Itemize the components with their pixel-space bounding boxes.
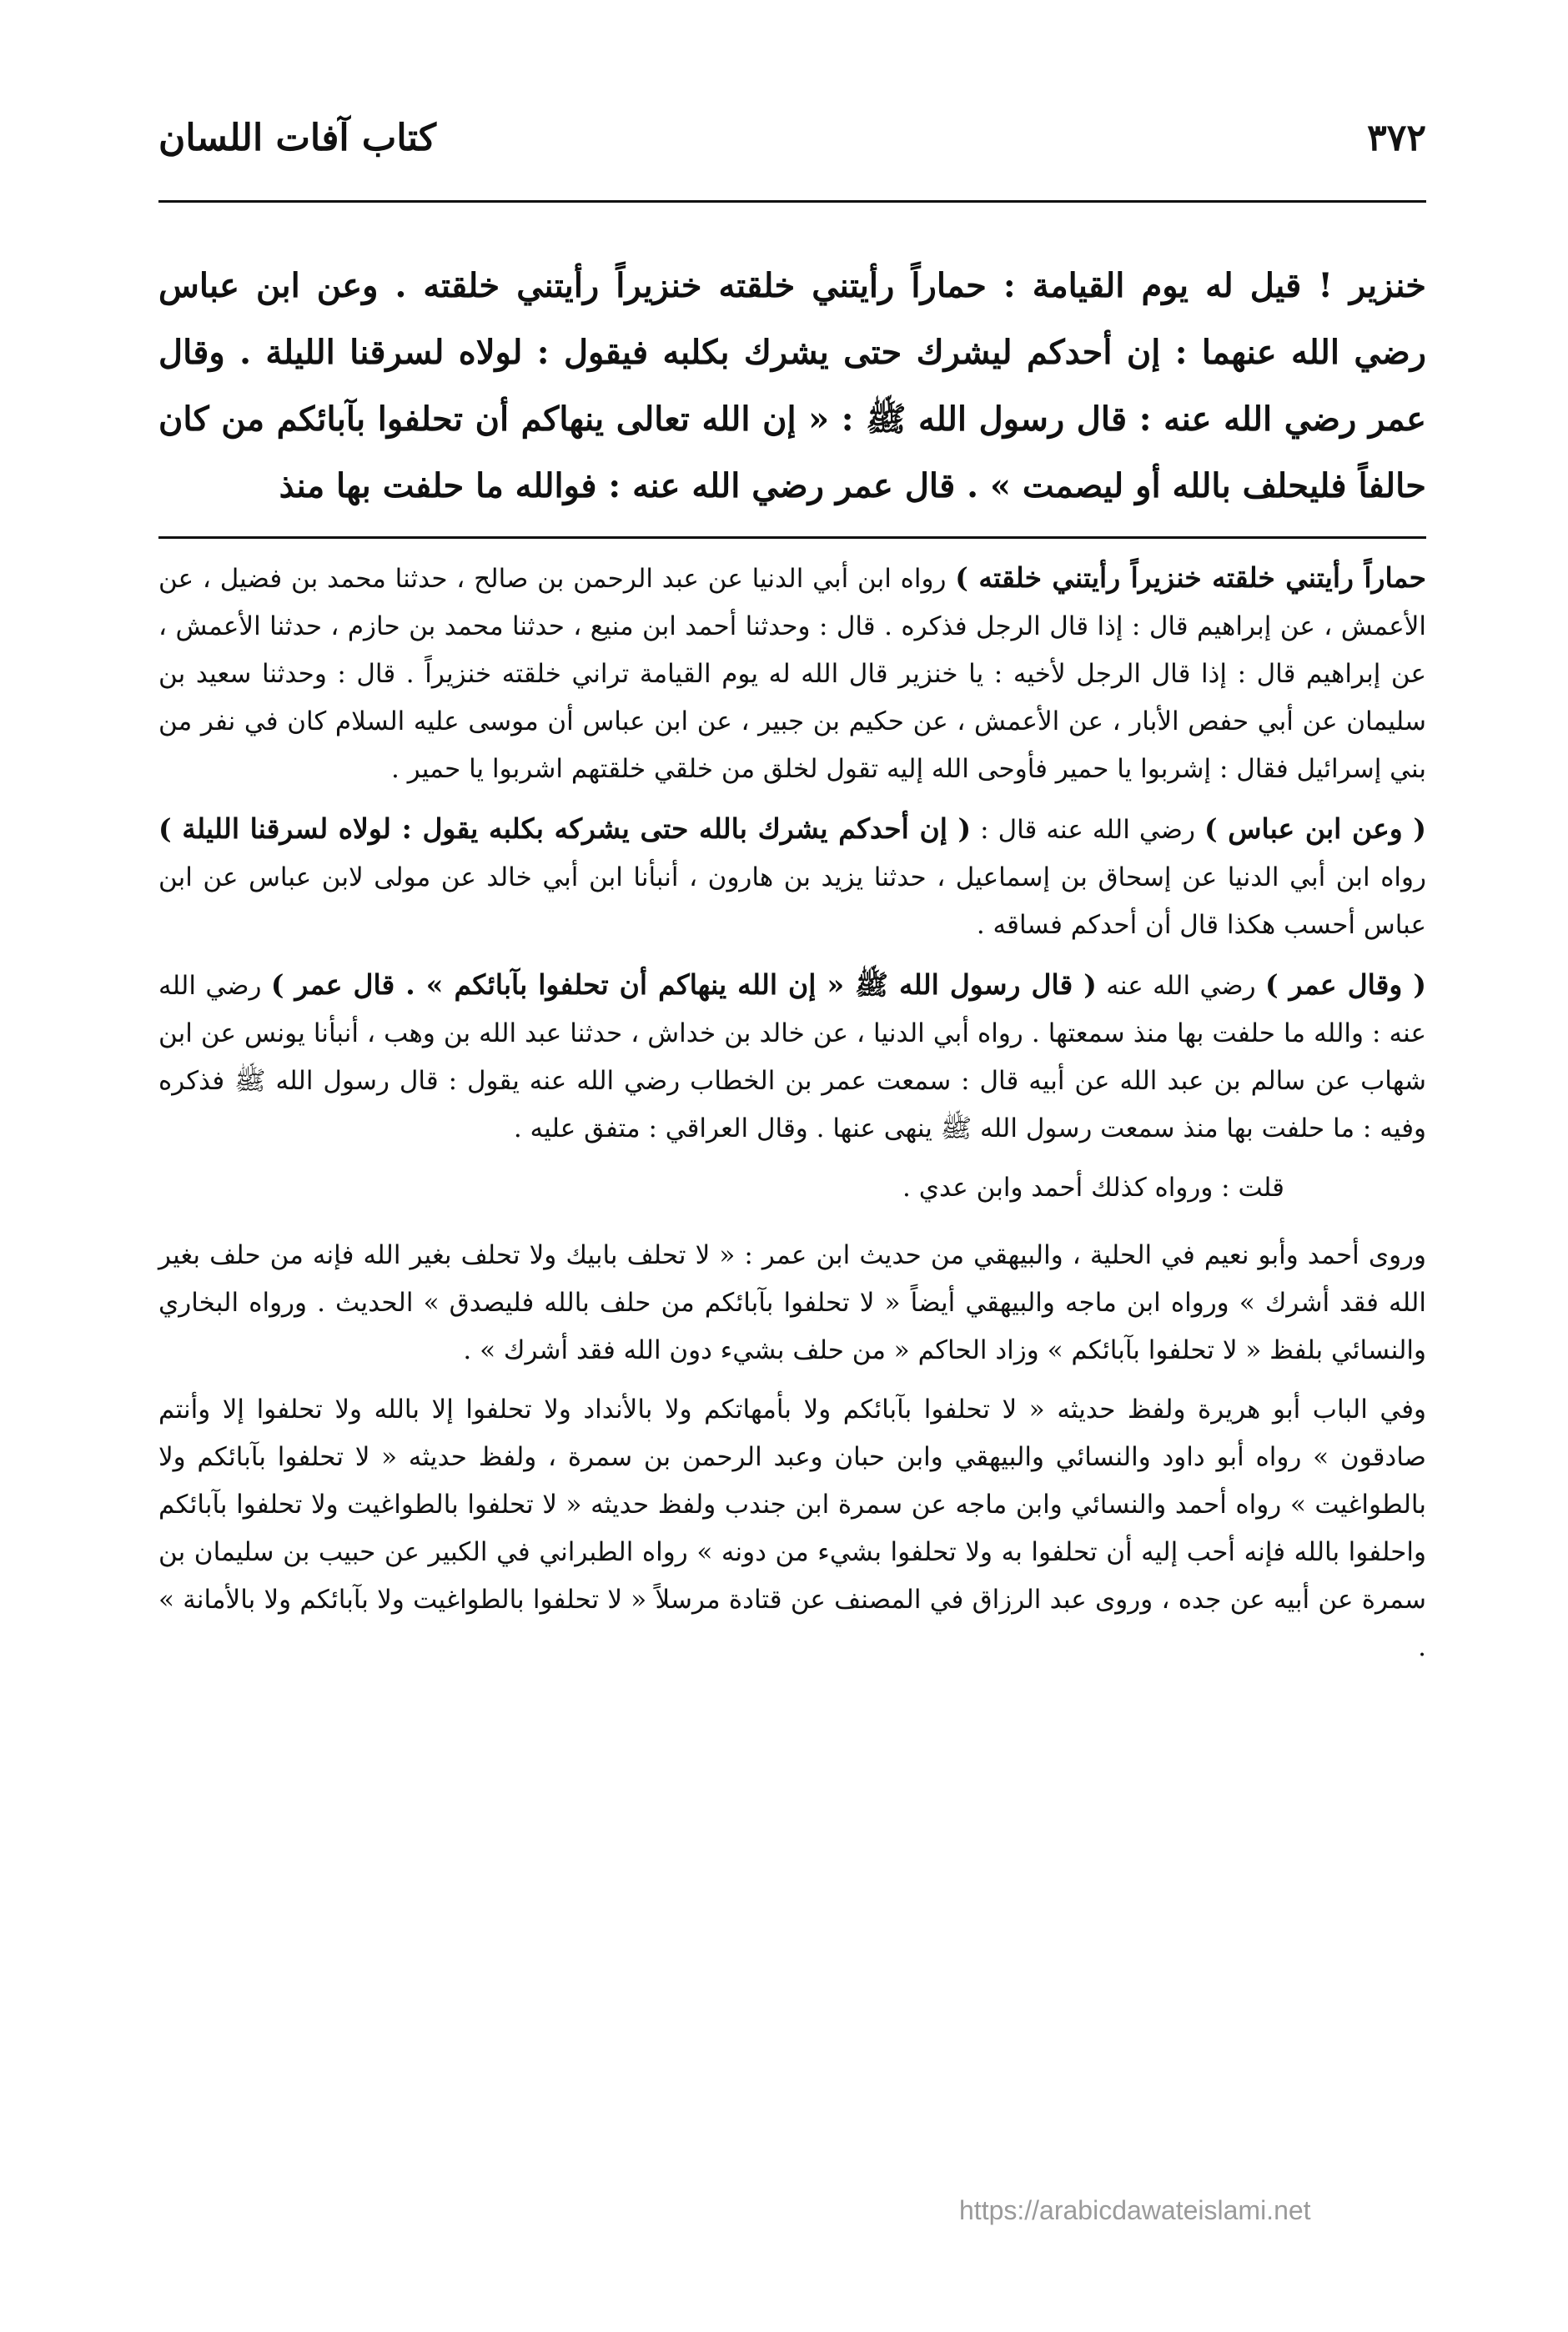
note-paragraph: قلت : ورواه كذلك أحمد وابن عدي . — [902, 1173, 1284, 1203]
note-lead: ( وعن ابن عباس ) — [1204, 812, 1426, 845]
note-lead: حماراً رأيتني خلقته خنزيراً رأيتني خلقته ) — [955, 561, 1427, 594]
note-lead: ( قال رسول الله ﷺ « إن الله ينهاكم أن تحلفوا بآبائكم » . قال عمر ) — [270, 968, 1097, 1001]
note-lead: ( وقال عمر ) — [1264, 968, 1426, 1001]
page-number: ٣٧٢ — [1367, 117, 1426, 159]
note-paragraph — [158, 961, 1426, 1153]
main-text: خنزير ! قيل له يوم القيامة : حماراً رأيتني خلقته خنزيراً رأيتني خلقته . وعن ابن عباس رضي الله عنهما : إن أحدكم ليشرك حتى يشرك بكلبه فيقول : لولاه لسرقنا الليلة . وقال عمر رضي الله عنه : قال رسول الله ﷺ : « إن الله تعالى ينهاكم أن تحلفوا بآبائكم من كان حالفاً فليحلف بالله أو ليصمت » . قال عمر رضي الله عنه : فوالله ما حلفت بها منذ — [158, 266, 1426, 505]
note-body: رضي الله عنه : والله ما حلفت بها منذ سمعتها . رواه أبي الدنيا ، عن خالد بن خداش ، حدثنا عبد الله بن وهب ، أنبأنا يونس عن ابن شهاب عن سالم بن عبد الله عن أبيه قال : سمعت عمر بن الخطاب رضي الله عنه يقول : قال رسول الله ﷺ فذكره وفيه : ما حلفت بها منذ سمعت رسول الله ﷺ ينهى عنها . وقال العراقي : متفق عليه . — [158, 971, 1426, 1143]
watermark-url: https://arabicdawateislami.net — [959, 2195, 1311, 2225]
note-body: رضي الله عنه قال : — [971, 815, 1204, 845]
footnote-divider — [158, 536, 1426, 539]
note-paragraph: وروى أحمد وأبو نعيم في الحلية ، والبيهقي من حديث ابن عمر : « لا تحلف بابيك ولا تحلف بغير الله فإنه من حلف بغير الله فقد أشرك » ورواه ابن ماجه والبيهقي أيضاً « لا تحلفوا بآبائكم من حلف بالله فليصدق » الحديث . ورواه البخاري والنسائي بلفظ « لا تحلفوا بآبائكم » وزاد الحاكم « من حلف بشيء دون الله فقد أشرك » . — [158, 1240, 1426, 1365]
page-header — [158, 117, 1426, 203]
note-body: رواه ابن أبي الدنيا عن إسحاق بن إسماعيل ، حدثنا يزيد بن هارون ، أنبأنا ابن أبي خالد عن مولى لابن عباس عن ابن عباس أحسب هكذا قال أن أحدكم فساقه . — [158, 862, 1426, 940]
commentary — [158, 554, 1426, 1671]
book-page — [158, 117, 1426, 1683]
book-title: كتاب آفات اللسان — [158, 117, 436, 159]
note-paragraph — [158, 805, 1426, 949]
note-body: رضي الله عنه — [1096, 971, 1265, 1001]
note-body: رواه ابن أبي الدنيا عن عبد الرحمن بن صالح ، حدثنا محمد بن فضيل ، عن الأعمش ، عن إبراهيم قال : إذا قال الرجل فذكره . قال : وحدثنا أحمد ابن منيع ، حدثنا محمد بن حازم ، حدثنا الأعمش ، عن إبراهيم قال : إذا قال الرجل لأخيه : يا خنزير قال الله له يوم القيامة تراني خلقته خنزيراً . قال : وحدثنا سعيد بن سليمان عن أبي حفص الأبار ، عن الأعمش ، عن حكيم بن جبير ، عن ابن عباس أن موسى عليه السلام كان في نفر من بني إسرائيل فقال : إشربوا يا حمير فأوحى الله إليه تقول لخلق من خلقي خلقتهم اشربوا يا حمير . — [158, 564, 1426, 784]
note-lead: ( إن أحدكم يشرك بالله حتى يشركه بكلبه يقول : لولاه لسرقنا الليلة ) — [158, 812, 972, 845]
note-paragraph — [158, 554, 1426, 793]
note-paragraph: وفي الباب أبو هريرة ولفظ حديثه « لا تحلفوا بآبائكم ولا بأمهاتكم ولا بالأنداد ولا تحلفوا إلا بالله ولا تحلفوا إلا وأنتم صادقون » رواه أبو داود والنسائي والبيهقي وابن حبان وعبد الرحمن بن سمرة ، ولفظ حديثه « لا تحلفوا بآبائكم ولا بالطواغيت » رواه أحمد والنسائي وابن ماجه عن سمرة ابن جندب ولفظ حديثه « لا تحلفوا بالطواغيت ولا تحلفوا بآبائكم واحلفوا بالله فإنه أحب إليه أن تحلفوا به ولا تحلفوا بشيء من دونه » رواه الطبراني في الكبير عن حبيب بن سليمان بن سمرة عن أبيه عن جده ، وروى عبد الرزاق في المصنف عن قتادة مرسلاً « لا تحلفوا بالطواغيت ولا بآبائكم ولا بالأمانة » . — [158, 1395, 1427, 1662]
